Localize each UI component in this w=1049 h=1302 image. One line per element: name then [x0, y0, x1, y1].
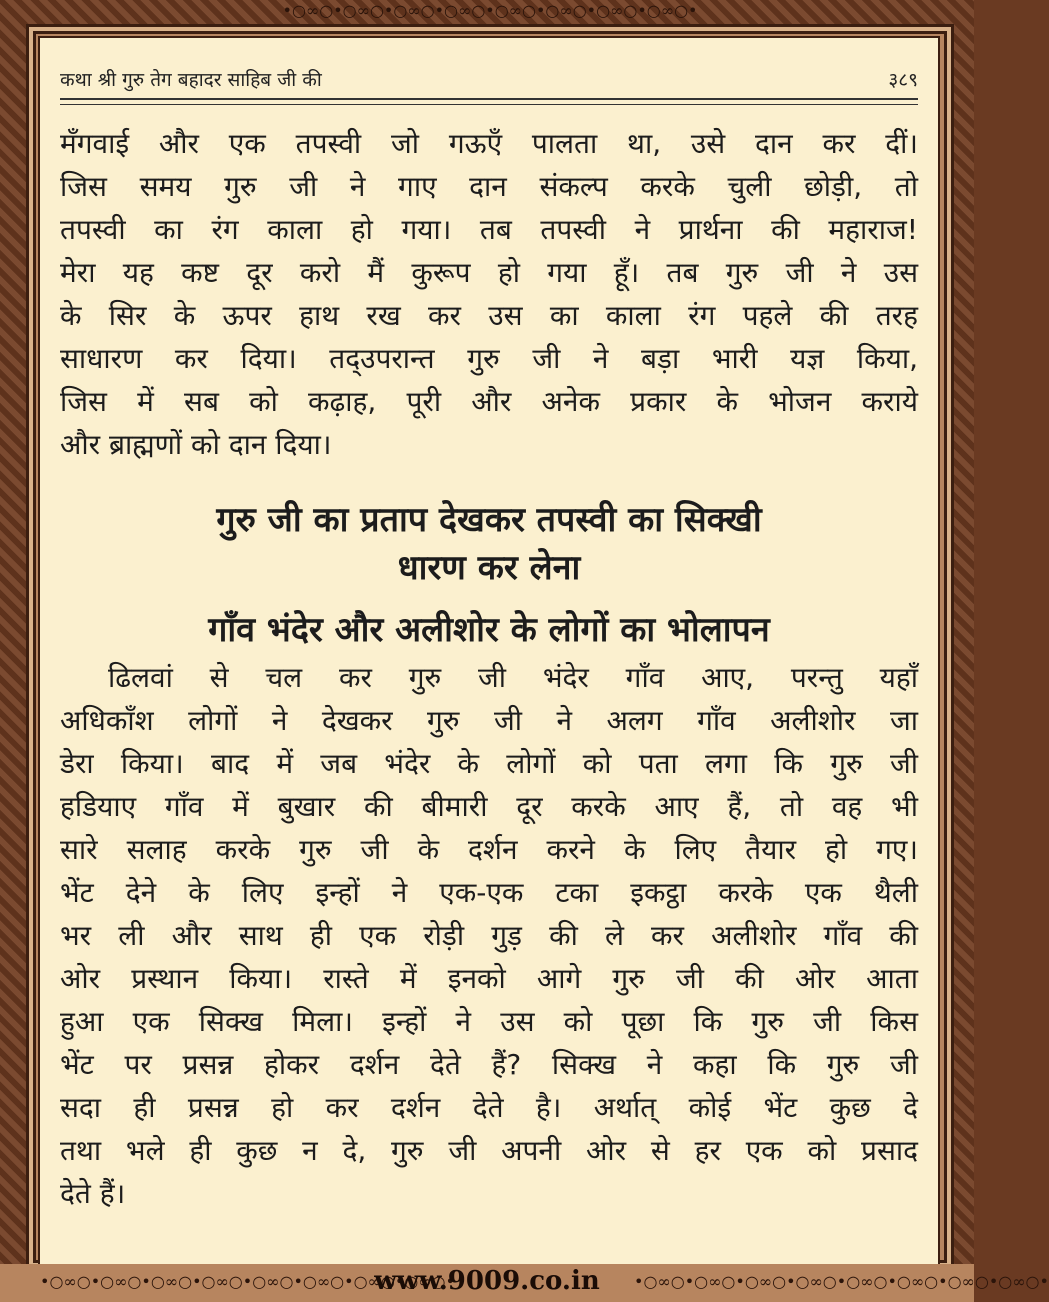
page-header	[60, 56, 918, 96]
page-title: कथा श्री गुरु तेग बहादर साहिब जी की	[60, 69, 322, 91]
section-heading-1	[60, 496, 918, 592]
text-line: ओर प्रस्थान किया। रास्ते में इनको आगे गुरु जी की ओर आता	[60, 962, 918, 995]
book-page	[38, 36, 940, 1266]
text-line: के सिर के ऊपर हाथ रख कर उस का काला रंग पहले की तरह	[60, 299, 918, 332]
footer-bar	[0, 1264, 1049, 1302]
text-line: भेंट पर प्रसन्न होकर दर्शन देते हैं? सिक्ख ने कहा कि गुरु जी	[60, 1048, 918, 1081]
text-line: सदा ही प्रसन्न हो कर दर्शन देते है। अर्थात् कोई भेंट कुछ दे	[60, 1091, 918, 1124]
text-line: हडियाए गाँव में बुखार की बीमारी दूर करके आए हैं, तो वह भी	[60, 790, 918, 823]
footer-ornament-left: •○∞○•○∞○•○∞○•○∞○•○∞○•○∞○•○∞○•○∞○•	[40, 1272, 455, 1291]
text-line: भर ली और साथ ही एक रोड़ी गुड़ की ले कर अलीशोर गाँव की	[60, 919, 918, 952]
text-line: साधारण कर दिया। तद्उपरान्त गुरु जी ने बड़ा भारी यज्ञ किया,	[60, 342, 918, 375]
heading-line: धारण कर लेना	[397, 548, 581, 588]
text-line: जिस समय गुरु जी ने गाए दान संकल्प करके चुली छोड़ी, तो	[60, 170, 918, 203]
top-ornament: •○∞○•○∞○•○∞○•○∞○•○∞○•○∞○•○∞○•○∞○•	[282, 1, 698, 20]
text-line: और ब्राह्मणों को दान दिया।	[60, 428, 332, 461]
text-line: अधिकाँश लोगों ने देखकर गुरु जी ने अलग गाँव अलीशोर जा	[60, 704, 918, 737]
heading-line: गुरु जी का प्रताप देखकर तपस्वी का सिक्खी	[216, 500, 762, 540]
footer-ornament-right: •○∞○•○∞○•○∞○•○∞○•○∞○•○∞○•○∞○•○∞○•	[634, 1272, 1049, 1291]
header-rule	[60, 98, 918, 100]
text-line: तथा भले ही कुछ न दे, गुरु जी अपनी ओर से हर एक को प्रसाद	[60, 1134, 918, 1167]
page-number: ३८९	[888, 69, 918, 91]
text-line: सारे सलाह करके गुरु जी के दर्शन करने के लिए तैयार हो गए।	[60, 833, 918, 866]
text-line: जिस में सब को कढ़ाह, पूरी और अनेक प्रकार के भोजन कराये	[60, 385, 918, 418]
header-rule-thin	[60, 104, 918, 105]
paragraph-2	[60, 656, 918, 1215]
text-line: मँगवाई और एक तपस्वी जो गऊएँ पालता था, उसे दान कर दीं।	[60, 127, 918, 160]
text-line: मेरा यह कष्ट दूर करो मैं कुरूप हो गया हूँ। तब गुरु जी ने उस	[60, 256, 918, 289]
text-line: ढिलवां से चल कर गुरु जी भंदेर गाँव आए, परन्तु यहाँ	[108, 661, 918, 694]
section-heading-2: गाँव भंदेर और अलीशोर के लोगों का भोलापन	[208, 610, 770, 650]
text-line: हुआ एक सिक्ख मिला। इन्हों ने उस को पूछा कि गुरु जी किस	[60, 1005, 918, 1038]
text-line: तपस्वी का रंग काला हो गया। तब तपस्वी ने प्रार्थना की महाराज!	[60, 213, 918, 246]
text-line: भेंट देने के लिए इन्हों ने एक-एक टका इकट्ठा करके एक थैली	[60, 876, 918, 909]
text-line: देते हैं।	[60, 1177, 126, 1210]
paragraph-1	[60, 122, 918, 466]
website-link[interactable]: www.9009.co.in	[374, 1266, 600, 1296]
text-line: डेरा किया। बाद में जब भंदेर के लोगों को पता लगा कि गुरु जी	[60, 747, 918, 780]
